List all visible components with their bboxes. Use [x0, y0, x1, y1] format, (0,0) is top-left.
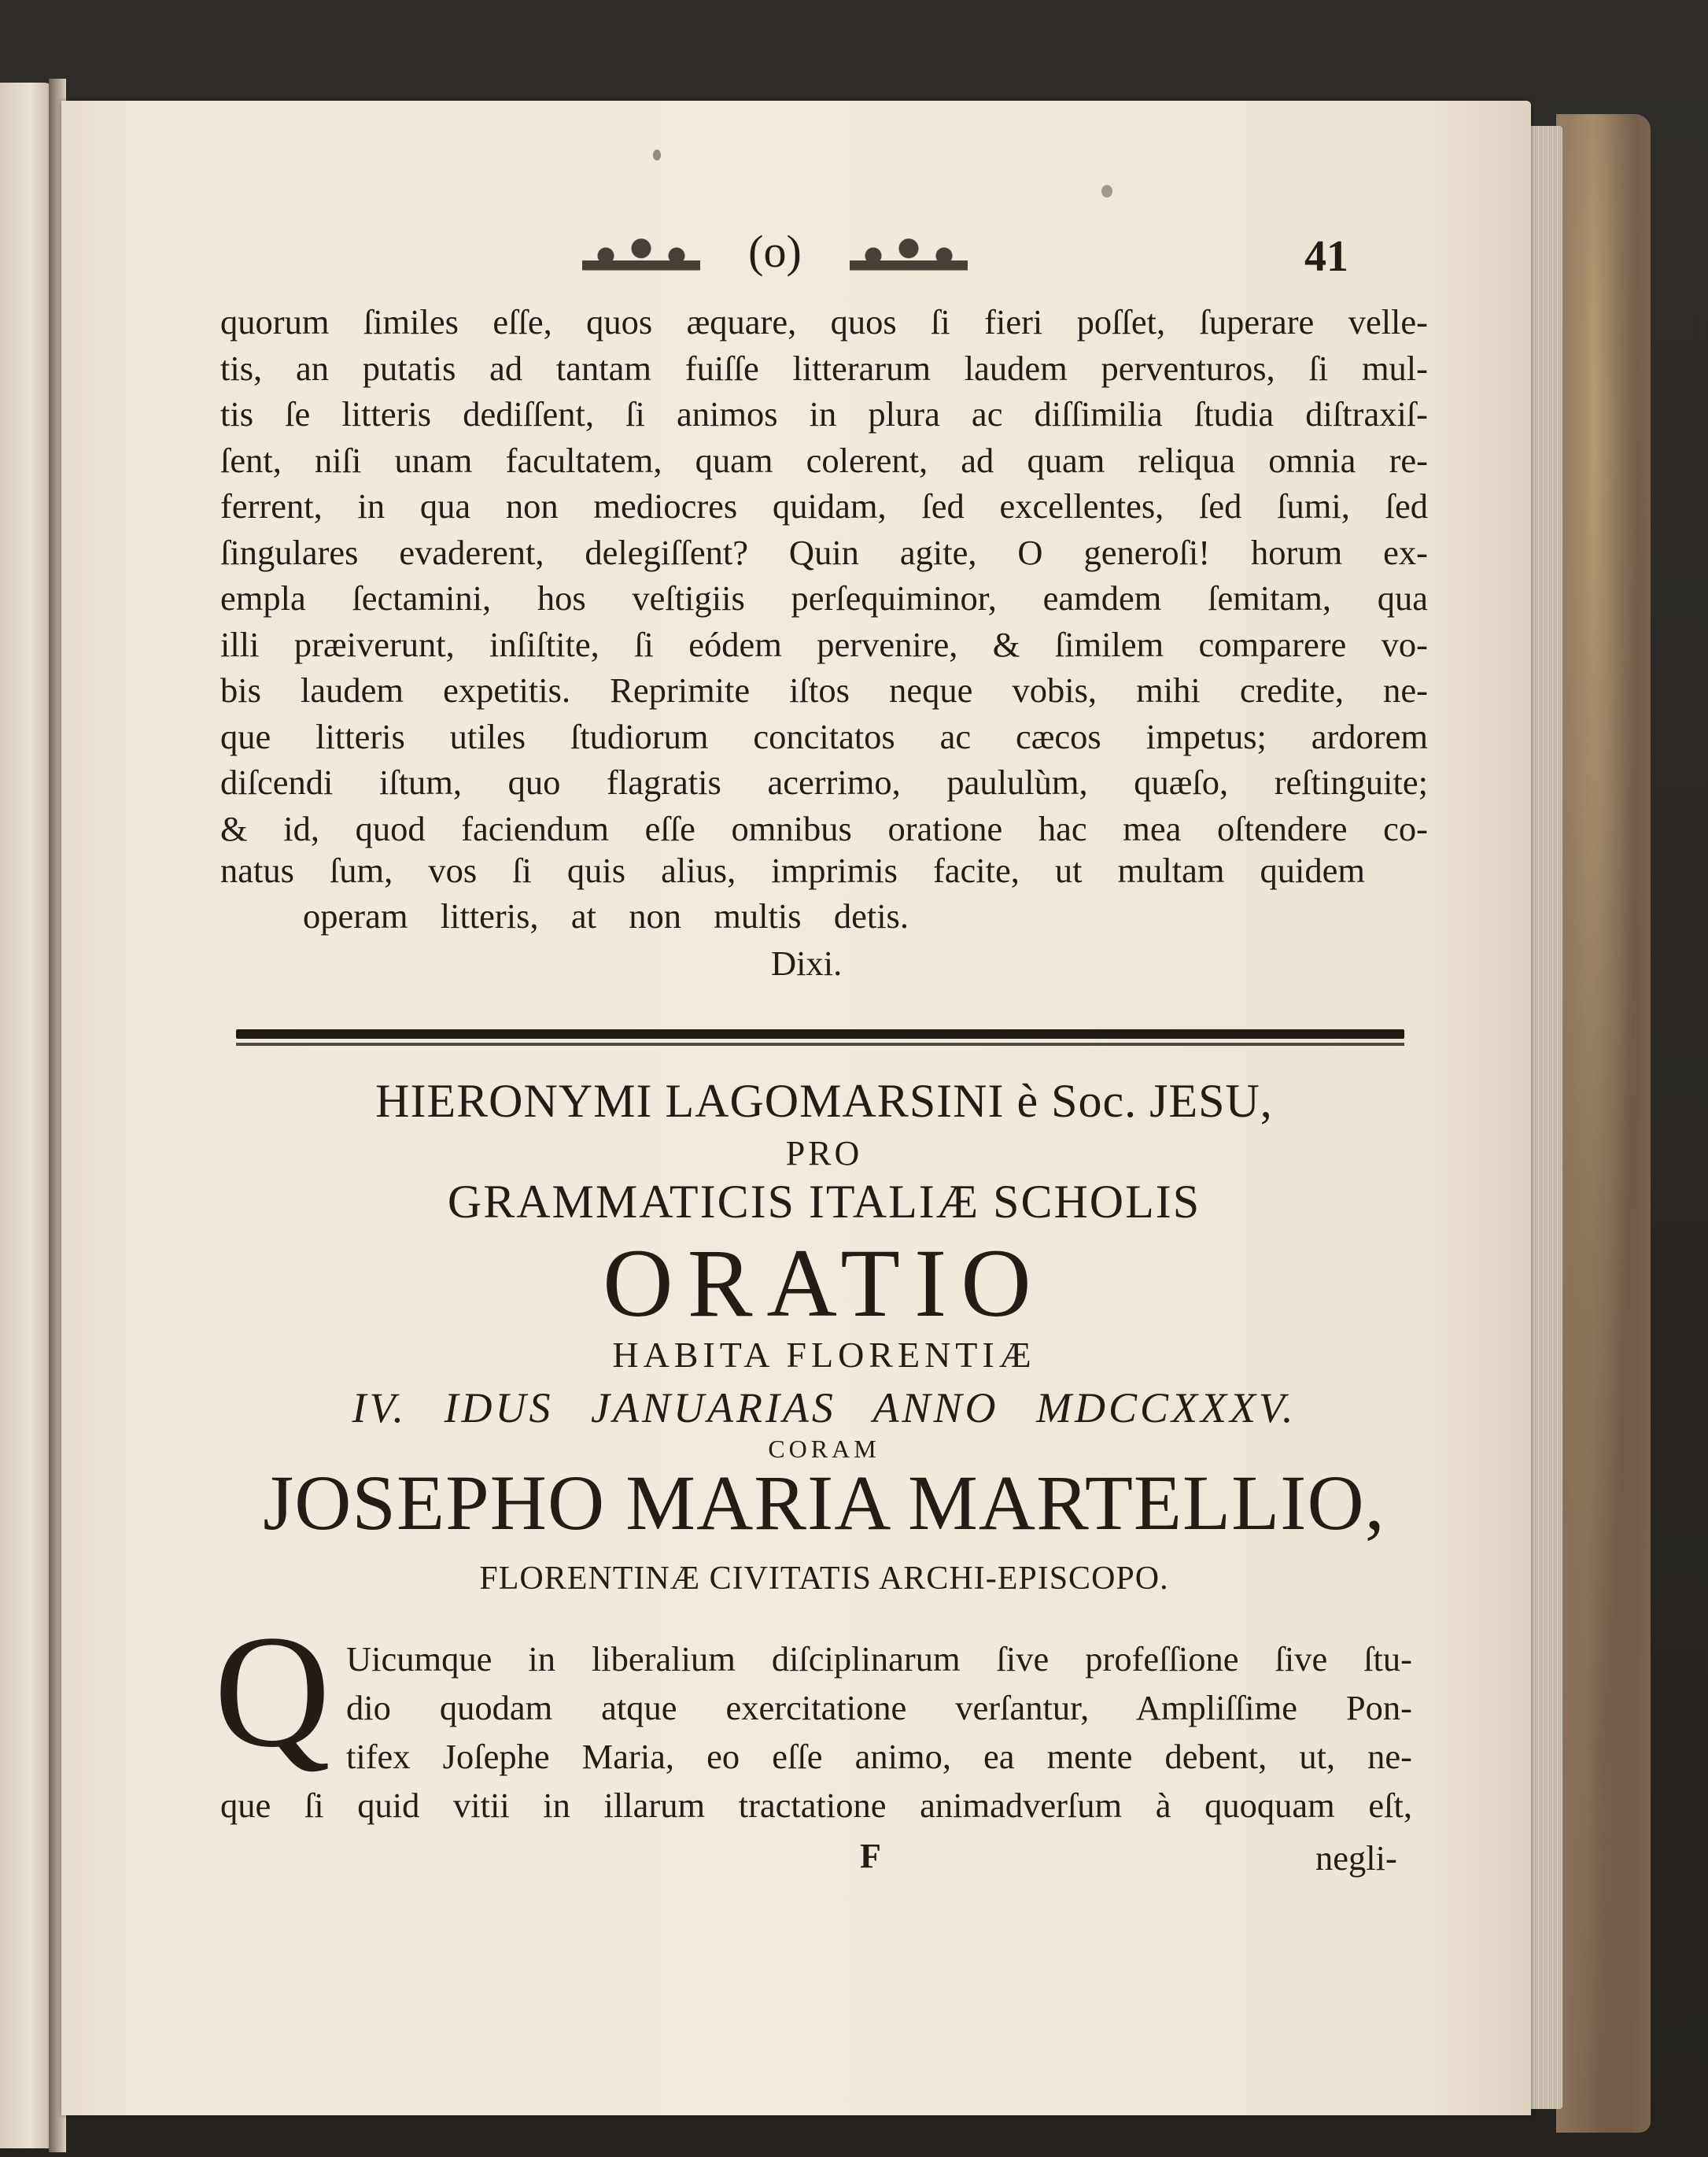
book-cover-edge: [1556, 114, 1651, 2133]
oration-line: Uicumque in liberalium diſciplinarum ſive profeſſione ſive ſtu-: [346, 1639, 1412, 1679]
paragraph-line: ſent, niſi unam facultatem, quam colerent, ad quam reliqua omnia re-: [220, 440, 1428, 480]
paragraph-line: natus ſum, vos ſi quis alius, imprimis facite, ut multam quidem: [220, 851, 1365, 890]
heading-habita: HABITA FLORENTIÆ: [612, 1335, 1036, 1375]
ornament-icon: [850, 231, 968, 280]
paragraph-line: empla ſectamini, hos veſtigiis perſequiminor, eamdem ſemitam, qua: [220, 578, 1428, 618]
paragraph-line: bis laudem expetitis. Reprimite iſtos neque vobis, mihi credite, ne-: [220, 670, 1428, 710]
page-edges: [1531, 126, 1562, 2109]
left-facing-page-edge: [0, 83, 55, 2148]
heading-josepho: JOSEPHO MARIA MARTELLIO,: [263, 1459, 1385, 1546]
heading-florentinae: FLORENTINÆ CIVITATIS ARCHI-EPISCOPO.: [479, 1561, 1169, 1597]
paragraph-line: tis, an putatis ad tantam fuiſſe litterarum laudem perventuros, ſi mul-: [220, 348, 1428, 388]
paragraph-line: que litteris utiles ſtudiorum concitatos ac cæcos impetus; ardorem: [220, 716, 1428, 756]
heading-coram: CORAM: [768, 1435, 880, 1463]
section-rule-thin: [236, 1043, 1404, 1046]
signature-mark: F: [860, 1837, 881, 1875]
paragraph-line: quorum ſimiles eſſe, quos æquare, quos ſi fieri poſſet, ſuperare velle-: [220, 302, 1428, 342]
closing-word: Dixi.: [771, 944, 843, 983]
oration-line: tifex Joſephe Maria, eo eſſe animo, ea mente debent, ut, ne-: [346, 1737, 1412, 1776]
heading-oratio: ORATIO: [603, 1229, 1046, 1337]
paragraph-line: & id, quod faciendum eſſe omnibus oratione hac mea oſtendere co-: [220, 808, 1428, 848]
paragraph-line: ſingulares evaderent, delegiſſent? Quin agite, O generoſi! horum ex-: [220, 532, 1428, 572]
drop-cap: Q: [214, 1602, 331, 1781]
ink-speck: [1101, 185, 1112, 198]
heading-pro: PRO: [785, 1134, 863, 1173]
paragraph-line: operam litteris, at non multis detis.: [303, 896, 909, 936]
oration-line: dio quodam atque exercitatione verſantur, Ampliſſime Pon-: [346, 1688, 1412, 1727]
paragraph-lines: [220, 299, 1428, 851]
oration-line: que ſi quid vitii in illarum tractatione animadverſum à quoquam eſt,: [220, 1786, 1412, 1825]
running-head-mark: (o): [748, 226, 802, 277]
paragraph-line: illi præiverunt, inſiſtite, ſi eódem pervenire, & ſimilem comparere vo-: [220, 624, 1428, 664]
running-head: [582, 225, 991, 288]
ink-speck: [653, 150, 661, 161]
paragraph-line: diſcendi iſtum, quo flagratis acerrimo, paululùm, quæſo, reſtinguite;: [220, 763, 1428, 802]
page-number: 41: [1304, 232, 1348, 281]
heading-grammaticis: GRAMMATICIS ITALIÆ SCHOLIS: [447, 1176, 1201, 1228]
section-rule: [236, 1029, 1404, 1039]
paragraph: [220, 299, 1428, 983]
paragraph-line: ferrent, in qua non mediocres quidam, ſed excellentes, ſed ſumi, ſed: [220, 486, 1428, 526]
heading-date: IV. IDUS JANUARIAS ANNO MDCCXXXV.: [352, 1384, 1297, 1431]
ornament-icon: [582, 231, 700, 280]
catchword: negli-: [1315, 1838, 1397, 1878]
paragraph-line: tis ſe litteris dediſſent, ſi animos in plura ac diſſimilia ſtudia diſtraxiſ-: [220, 394, 1428, 434]
heading-author: HIERONYMI LAGOMARSINI è Soc. JESU,: [375, 1075, 1273, 1127]
